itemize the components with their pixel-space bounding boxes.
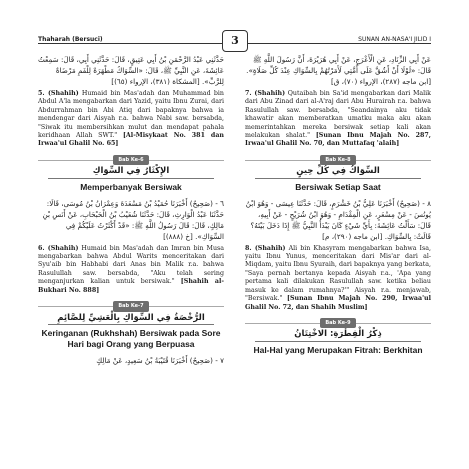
chapter-title-7: Keringanan (Rukhshah) Bersiwak pada Sore Hari bagi Orang yang Berpuasa — [41, 327, 221, 349]
arabic-hadith-7: عَنْ أَبِي الزِّنَادِ، عَنِ الْأَعْرَجِ، عَنْ أَبِي هُرَيْرَةَ، أَنَّ رَسُولَ اللَّهِ ﷺ قَالَ: «لَوْلَا أَنْ أَشُقَّ عَلَى أُمَّتِي لَأَمَرْتُهُمْ بِالسِّوَاكِ عِنْدَ كُلِّ صَلَاةٍ». [ابن ماجه (٢٨٧)، الإرواء (٧٠)، ق] — [246, 55, 431, 86]
chapter-title-arabic-7: الرُّخْصَةُ فِي السِّوَاكِ بِالْعَشِيِّ لِلصَّائِمِ — [57, 312, 205, 323]
page-number: 3 — [222, 30, 248, 52]
hadith-number-5: 5. (Shahih) — [38, 90, 79, 97]
chapter-badge-9: Bab Ke-9 — [320, 318, 355, 328]
chapter-divider-9 — [245, 318, 431, 328]
chapter-title-8: Bersiwak Setiap Saat — [295, 181, 381, 192]
hadith-source-5: [Al-Misykaat No. 381 dan Irwaa'ul Ghalil No. 65] — [38, 132, 224, 148]
chapter-title-9: Hal-Hal yang Merupakan Fitrah: Berkhitan — [253, 344, 423, 355]
hadith-number-6: 6. (Shahih) — [38, 244, 79, 252]
chapter-divider-8 — [245, 155, 431, 165]
chapter-title-arabic-9: ذِكْرُ الْفِطْرَةِ: الاخْتِتَانُ — [294, 329, 382, 340]
translation-hadith-8 — [245, 245, 431, 312]
title-rule — [48, 178, 214, 179]
right-column — [245, 54, 431, 361]
hadith-source-6: [Shahih al-Bukhari No. 888] — [38, 278, 224, 294]
chapter-badge-8: Bab Ke-8 — [320, 155, 355, 165]
translation-text-8: Ali bin Khasyram mengabarkan bahwa Isa, yaitu Ibnu Yunus, menceritakan dari Mis'ar dari al-Miqdam, yaitu Ibnu Syuraih, dari bapaknya yang berkata, "Saya pernah bertanya kepada Aisyah r.a., 'Apa yang pertama kali dilakukan Rasulullah saw. ketika beliau masuk ke dalam rumahnya?'" Aisyah r.a. menjawab, "Bersiwak." — [245, 244, 432, 303]
arabic-hadith-7-start: ٧ - (صَحِيحٌ) أَخْبَرَنَا قُتَيْبَةُ بْنُ سَعِيدٍ، عَنْ مَالِكٍ — [96, 355, 224, 365]
translation-hadith-7 — [245, 90, 431, 149]
chapter-divider-7 — [38, 301, 224, 311]
hadith-number-7: 7. (Shahih) — [245, 90, 286, 97]
arabic-hadith-6: ٦ - (صَحِيحٌ) أَخْبَرَنَا حُمَيْدُ بْنُ مَسْعَدَةَ وَعِمْرَانُ بْنُ مُوسَى، قَالَا: حَدَّثَنَا عَبْدُ الْوَارِثِ، قَالَ: حَدَّثَنَا شُعَيْبُ بْنُ الْحَبْحَابِ، عَنْ أَنَسِ بْنِ مَالِكٍ، قَالَ: قَالَ رَسُولُ اللَّهِ ﷺ: «قَدْ أَكْثَرْتُ عَلَيْكُمْ فِي السِّوَاكِ». [خ (٨٨٨)] — [42, 198, 224, 241]
chapter-divider-6 — [38, 155, 224, 165]
chapter-badge-7: Bab Ke-7 — [113, 301, 148, 311]
chapter-title-arabic-8: السِّوَاكُ فِي كُلِّ حِينٍ — [296, 166, 380, 177]
translation-hadith-6 — [38, 245, 224, 295]
title-rule — [255, 341, 421, 342]
translation-text-7: Qutaibah bin Sa'id mengabarkan dari Malik dari Abu Zinad dari al-A'raj dari Abu Hurairah r.a. bahwa Rasulullah saw. bersabda, "Seandainya aku tidak khawatir akan memberatkan umatku maka aku akan memerintahkan mereka bersiwak setiap kali akan melakukan shalat." — [245, 90, 431, 140]
running-header-book: SUNAN AN-NASA'I JILID I — [358, 36, 431, 43]
hadith-source-7: [Sunan Ibnu Majah No. 287, Irwaa'ul Ghalil No. 70, dan Muttafaq 'alaih] — [245, 132, 431, 148]
title-rule — [255, 178, 421, 179]
chapter-title-6: Memperbanyak Bersiwak — [80, 181, 182, 192]
hadith-source-8: [Sunan Ibnu Majah No. 290, Irwaa'ul Ghalil No. 72, dan Shahih Muslim] — [245, 295, 431, 311]
left-column — [38, 54, 224, 369]
arabic-hadith-5: حَدَّثَنِي عَبْدُ الرَّحْمَنِ بْنُ أَبِي عَتِيقٍ، قَالَ: حَدَّثَنِي أَبِي، قَالَ: سَمِعْتُ عَائِشَةَ، عَنِ النَّبِيِّ ﷺ، قَالَ: «السِّوَاكُ مَطْهَرَةٌ لِلْفَمِ مَرْضَاةٌ لِلرَّبِّ». [المشكاة (٣٨١)، الإرواء (٦٥)] — [37, 55, 224, 86]
running-header-chapter: Thaharah (Bersuci) — [38, 36, 103, 43]
chapter-badge-6: Bab Ke-6 — [113, 155, 148, 165]
translation-hadith-5 — [38, 90, 224, 149]
arabic-hadith-8: ٨ - (صَحِيحٌ) أَخْبَرَنَا عَلِيُّ بْنُ خَشْرَمٍ، قَالَ: حَدَّثَنَا عِيسَى - وَهُوَ ابْنُ يُونُسَ - عَنْ مِسْعَرٍ، عَنِ الْمِقْدَامِ - وَهُوَ ابْنُ شُرَيْحٍ - عَنْ أَبِيهِ، قَالَ: سَأَلْتُ عَائِشَةَ: بِأَيِّ شَيْءٍ كَانَ يَبْدَأُ النَّبِيُّ ﷺ إِذَا دَخَلَ بَيْتَهُ؟ قَالَتْ: بِالسِّوَاكِ. [ابن ماجه (٢٩٠)، م] — [245, 198, 431, 241]
chapter-title-arabic-6: الإِكْثَارُ فِي السِّوَاكِ — [92, 166, 170, 177]
hadith-number-8: 8. (Shahih) — [245, 244, 286, 252]
translation-text-6: Humaid bin Mas'adah dan Imran bin Musa mengabarkan bahwa Abdul Warits menceritakan dari Syu'aib bin Habhabi dari Anas bin Malik r.a. bahwa Rasulullah saw. bersabda, "Aku telah sering menganjurkan kalian untuk bersiwak." — [38, 244, 224, 286]
title-rule — [48, 324, 214, 325]
translation-text-5: Humaid bin Mas'adah dan Muhammad bin Abdul A'la mengabarkan dari Yazid, yaitu Ibnu Zurai, dari Abdurrahman bin Abi Atiq dari bapaknya bahwa ia mendengar dari Aisyah r.a. bahwa Nabi saw. bersabda, "Siwak itu membersihkan mulut dan mendapat pahala keridhaan Allah SWT." — [38, 90, 224, 140]
